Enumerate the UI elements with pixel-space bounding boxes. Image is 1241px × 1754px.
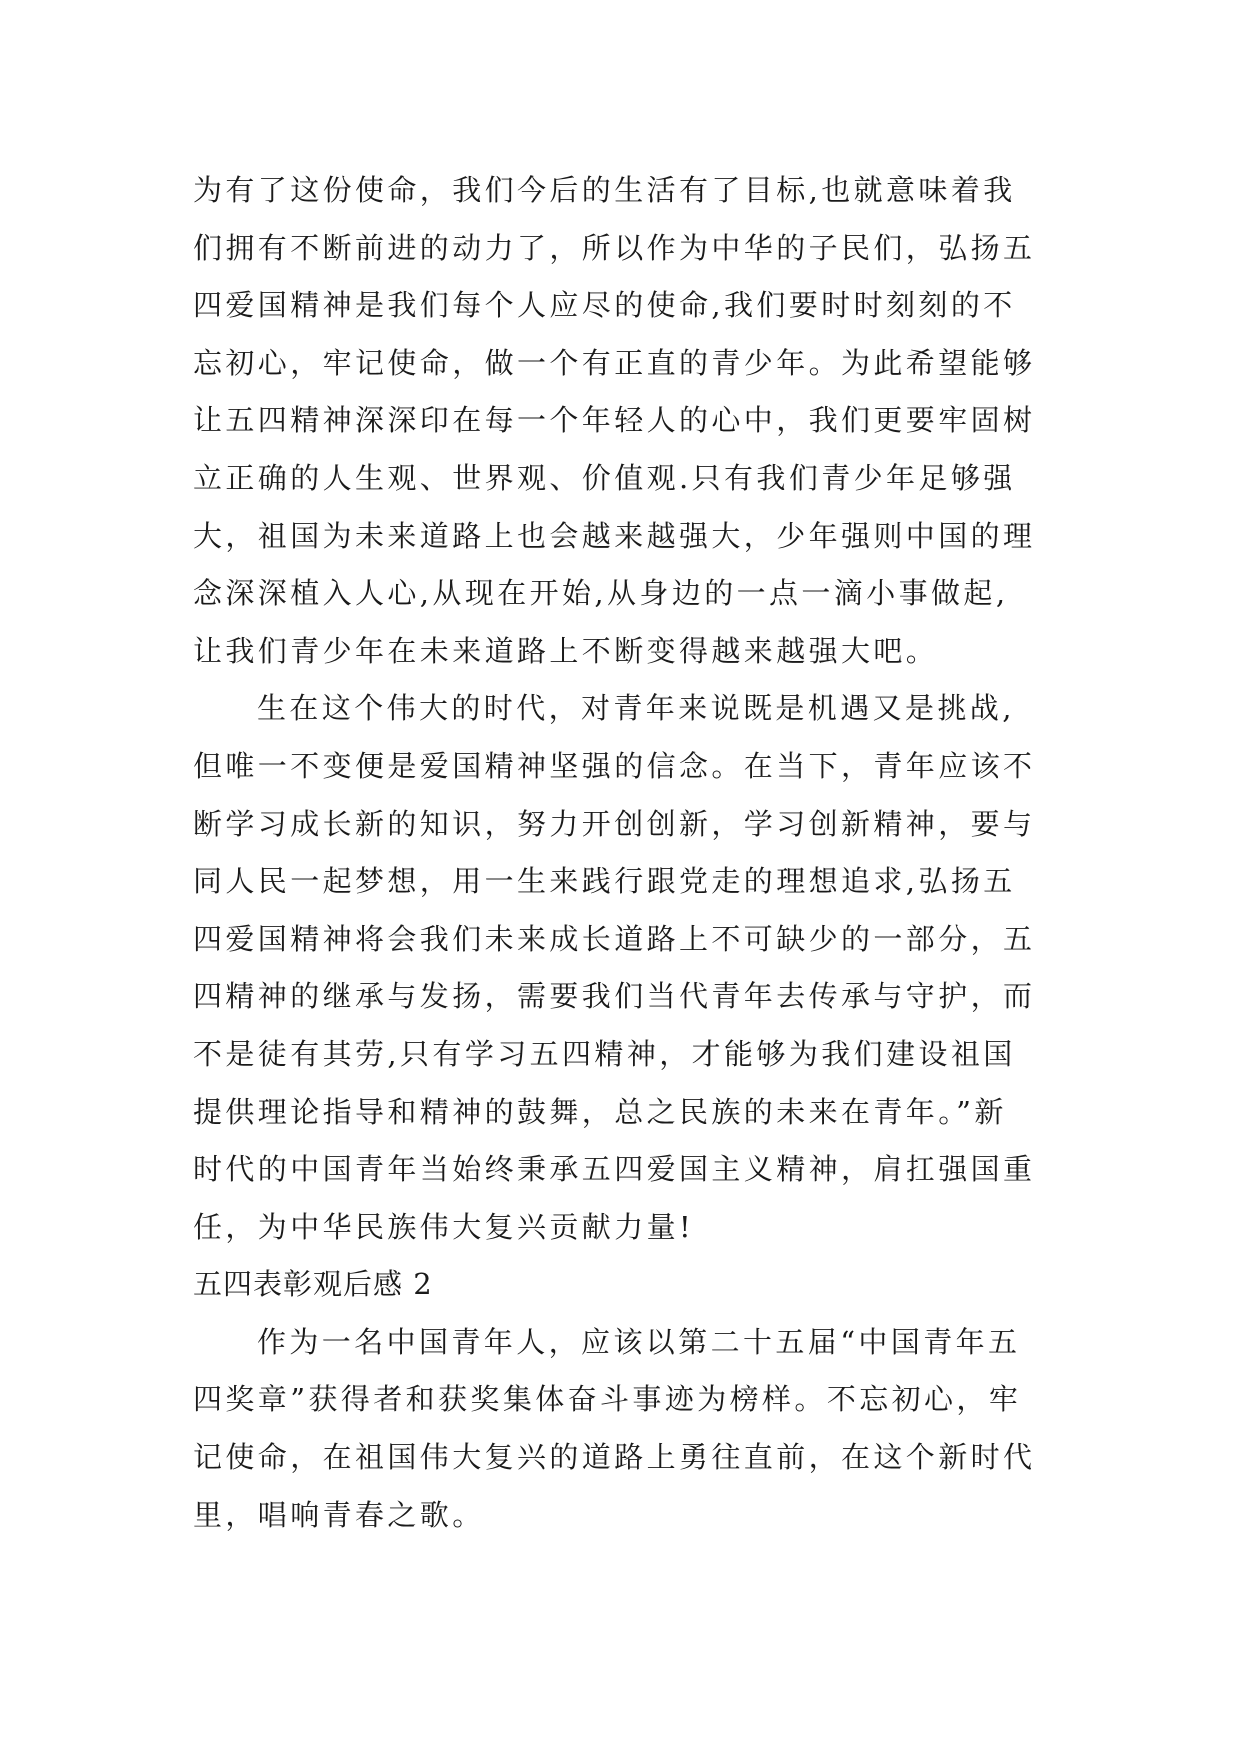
text-line: 们拥有不断前进的动力了，所以作为中华的子民们，弘扬五 [193,230,1036,265]
paragraph-youth [193,1314,1053,1544]
paragraph-continuation [193,162,1053,680]
text-line: 四精神的继承与发扬，需要我们当代青年去传承与守护，而 [193,979,1036,1014]
text-line-indented: 生在这个伟大的时代，对青年来说既是机遇又是挑战, [257,691,1015,726]
text-line: 四爱国精神是我们每个人应尽的使命,我们要时时刻刻的不 [193,288,1016,323]
text-line: 记使命，在祖国伟大复兴的道路上勇往直前，在这个新时代 [193,1440,1036,1475]
text-line: 但唯一不变便是爱国精神坚强的信念。在当下，青年应该不 [193,748,1036,783]
text-line: 让五四精神深深印在每一个年轻人的心中，我们更要牢固树 [193,403,1036,438]
text-line: 任，为中华民族伟大复兴贡献力量! [193,1209,695,1244]
text-line: 时代的中国青年当始终秉承五四爱国主义精神，肩扛强国重 [193,1152,1036,1187]
section-heading: 五四表彰观后感 2 [193,1267,433,1302]
text-line: 里，唱响青春之歌。 [193,1497,485,1532]
text-line: 提供理论指导和精神的鼓舞，总之民族的未来在青年。”新 [193,1094,1007,1129]
text-line: 不是徒有其劳,只有学习五四精神，才能够为我们建设祖国 [193,1036,1016,1071]
text-line: 四奖章”获得者和获奖集体奋斗事迹为榜样。不忘初心，牢 [193,1382,1022,1417]
document-body [193,162,1053,1544]
paragraph-era [193,680,1053,1256]
text-line-indented: 作为一名中国青年人，应该以第二十五届“中国青年五 [257,1324,1021,1359]
text-line: 断学习成长新的知识，努力开创创新，学习创新精神，要与 [193,806,1036,841]
text-line: 忘初心，牢记使命，做一个有正直的青少年。为此希望能够 [193,345,1036,380]
text-line: 让我们青少年在未来道路上不断变得越来越强大吧。 [193,633,939,668]
text-line: 为有了这份使命，我们今后的生活有了目标,也就意味着我 [193,173,1016,207]
text-line: 立正确的人生观、世界观、价值观.只有我们青少年足够强 [193,460,1016,495]
text-line: 大，祖国为未来道路上也会越来越强大，少年强则中国的理 [193,518,1036,553]
text-line: 念深深植入人心,从现在开始,从身边的一点一滴小事做起, [193,576,1009,611]
text-line: 同人民一起梦想，用一生来践行跟党走的理想追求,弘扬五 [193,864,1016,899]
text-line: 四爱国精神将会我们未来成长道路上不可缺少的一部分，五 [193,921,1036,956]
